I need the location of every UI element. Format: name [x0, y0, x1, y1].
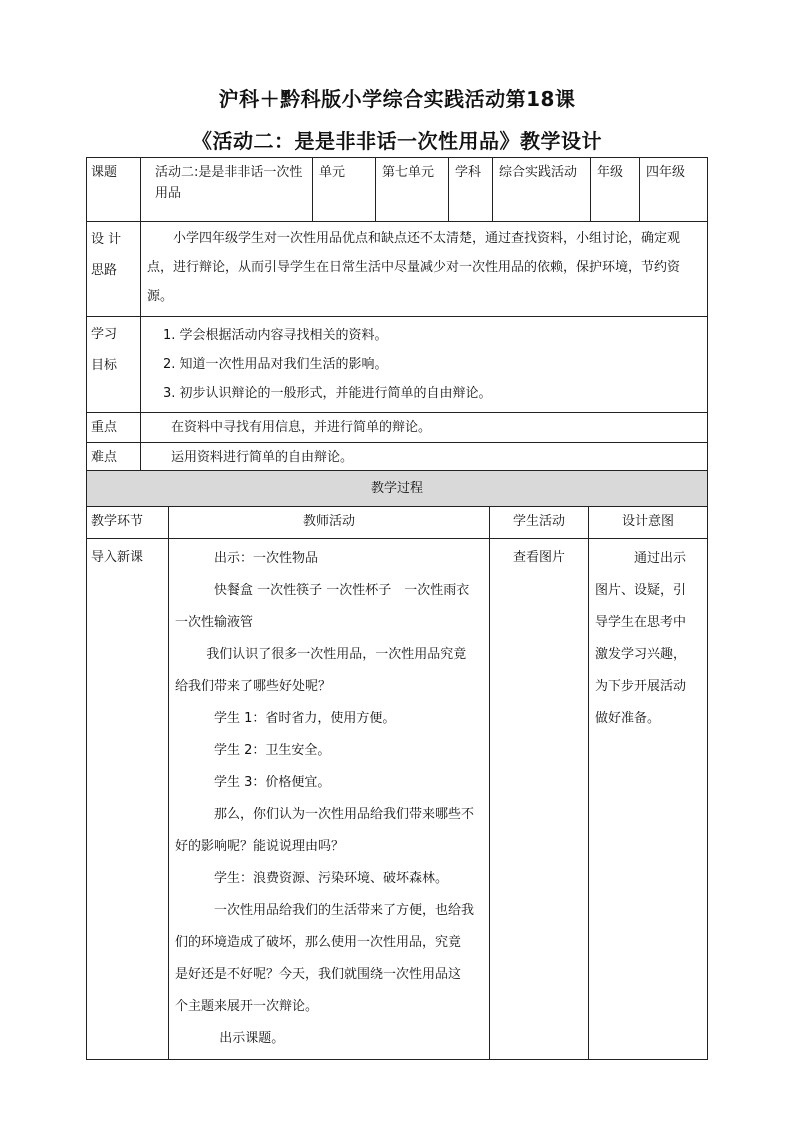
- intent-line: 通过出示: [634, 551, 687, 566]
- difficulty-text: 运用资料进行简单的自由辩论。: [141, 443, 708, 473]
- teacher-line: 学生 1：省时省力，使用方便。: [214, 711, 396, 726]
- teaching-process-table: [86, 470, 708, 1060]
- label-unit: 单元: [313, 158, 376, 222]
- teacher-line: 学生：浪费资源、污染环境、破坏森林。: [214, 871, 449, 886]
- teacher-line: 快餐盒 一次性筷子 一次性杯子 一次性雨衣: [214, 583, 470, 598]
- teacher-line: 那么，你们认为一次性用品给我们带来哪些不: [214, 807, 475, 822]
- process-header: 教学过程: [87, 471, 708, 507]
- document-subtitle: 《活动二：是是非非话一次性用品》教学设计: [192, 129, 602, 153]
- value-subject: 综合实践活动: [493, 158, 591, 222]
- label-subject: 学科: [449, 158, 493, 222]
- goals-row: [87, 317, 708, 413]
- design-row: [87, 222, 708, 317]
- teacher-line: 好的影响呢？能说说理由吗？: [175, 839, 345, 854]
- label-difficulty: 难点: [87, 443, 141, 473]
- key-point-text: 在资料中寻找有用信息，并进行简单的辩论。: [141, 413, 708, 443]
- teacher-line: 们的环境造成了破坏，那么使用一次性用品，究竟: [175, 935, 462, 950]
- teacher-line: 个主题来展开一次辩论。: [175, 999, 319, 1014]
- teacher-line: 是好还是不好呢？今天，我们就围绕一次性用品这: [175, 967, 462, 982]
- teacher-line: 出示：一次性物品: [214, 551, 319, 566]
- key-point-row: [87, 413, 708, 443]
- goal-item: 3. 初步认识辩论的一般形式，并能进行简单的自由辩论。: [163, 386, 492, 401]
- label-topic: 课题: [87, 158, 141, 222]
- label-design: 设 计 思路: [87, 222, 141, 317]
- column-header-row: [87, 507, 708, 539]
- process-header-row: [87, 471, 708, 507]
- goals-list: [141, 317, 708, 413]
- design-intent-cell: [589, 539, 708, 1060]
- design-text: 小学四年级学生对一次性用品优点和缺点还不太清楚，通过查找资料，小组讨论，确定观点，进行辩论，从而引导学生在日常生活中尽量减少对一次性用品的依赖，保护环境，节约资源。: [141, 222, 708, 317]
- goal-item: 1. 学会根据活动内容寻找相关的资料。: [163, 328, 388, 343]
- col-header-teacher: 教师活动: [169, 507, 490, 539]
- process-row: [87, 539, 708, 1060]
- label-goals: 学习 目标: [87, 317, 141, 413]
- value-topic: 活动二:是是非非话一次性用品: [141, 158, 313, 222]
- document-title: 沪科＋黔科版小学综合实践活动第18课: [218, 87, 576, 111]
- col-header-intent: 设计意图: [589, 507, 708, 539]
- teacher-line: 我们认识了很多一次性用品，一次性用品究竟: [206, 647, 467, 662]
- value-unit: 第七单元: [376, 158, 449, 222]
- teacher-activity-cell: [169, 539, 490, 1060]
- teacher-line: 一次性用品给我们的生活带来了方便，也给我: [214, 903, 475, 918]
- student-activity-cell: 查看图片: [490, 539, 589, 1060]
- value-grade: 四年级: [640, 158, 708, 222]
- col-header-student: 学生活动: [490, 507, 589, 539]
- difficulty-row: [87, 443, 708, 473]
- intent-line: 导学生在思考中: [595, 615, 687, 630]
- label-grade: 年级: [591, 158, 640, 222]
- teacher-line: 给我们带来了哪些好处呢？: [175, 679, 332, 694]
- lesson-info-table: [86, 157, 708, 473]
- col-header-stage: 教学环节: [87, 507, 169, 539]
- intent-line: 做好准备。: [595, 711, 661, 726]
- goal-item: 2. 知道一次性用品对我们生活的影响。: [163, 357, 388, 372]
- teacher-line: 学生 2：卫生安全。: [214, 743, 331, 758]
- stage-cell: 导入新课: [87, 539, 169, 1060]
- teacher-line: 一次性输液管: [175, 615, 254, 630]
- label-key-point: 重点: [87, 413, 141, 443]
- intent-line: 图片、设疑，引: [595, 583, 687, 598]
- intent-line: 为下步开展活动: [595, 679, 687, 694]
- teacher-line: 出示课题。: [219, 1031, 285, 1046]
- teacher-line: 学生 3：价格便宜。: [214, 775, 331, 790]
- intent-line: 激发学习兴趣，: [595, 647, 687, 662]
- info-row: [87, 158, 708, 222]
